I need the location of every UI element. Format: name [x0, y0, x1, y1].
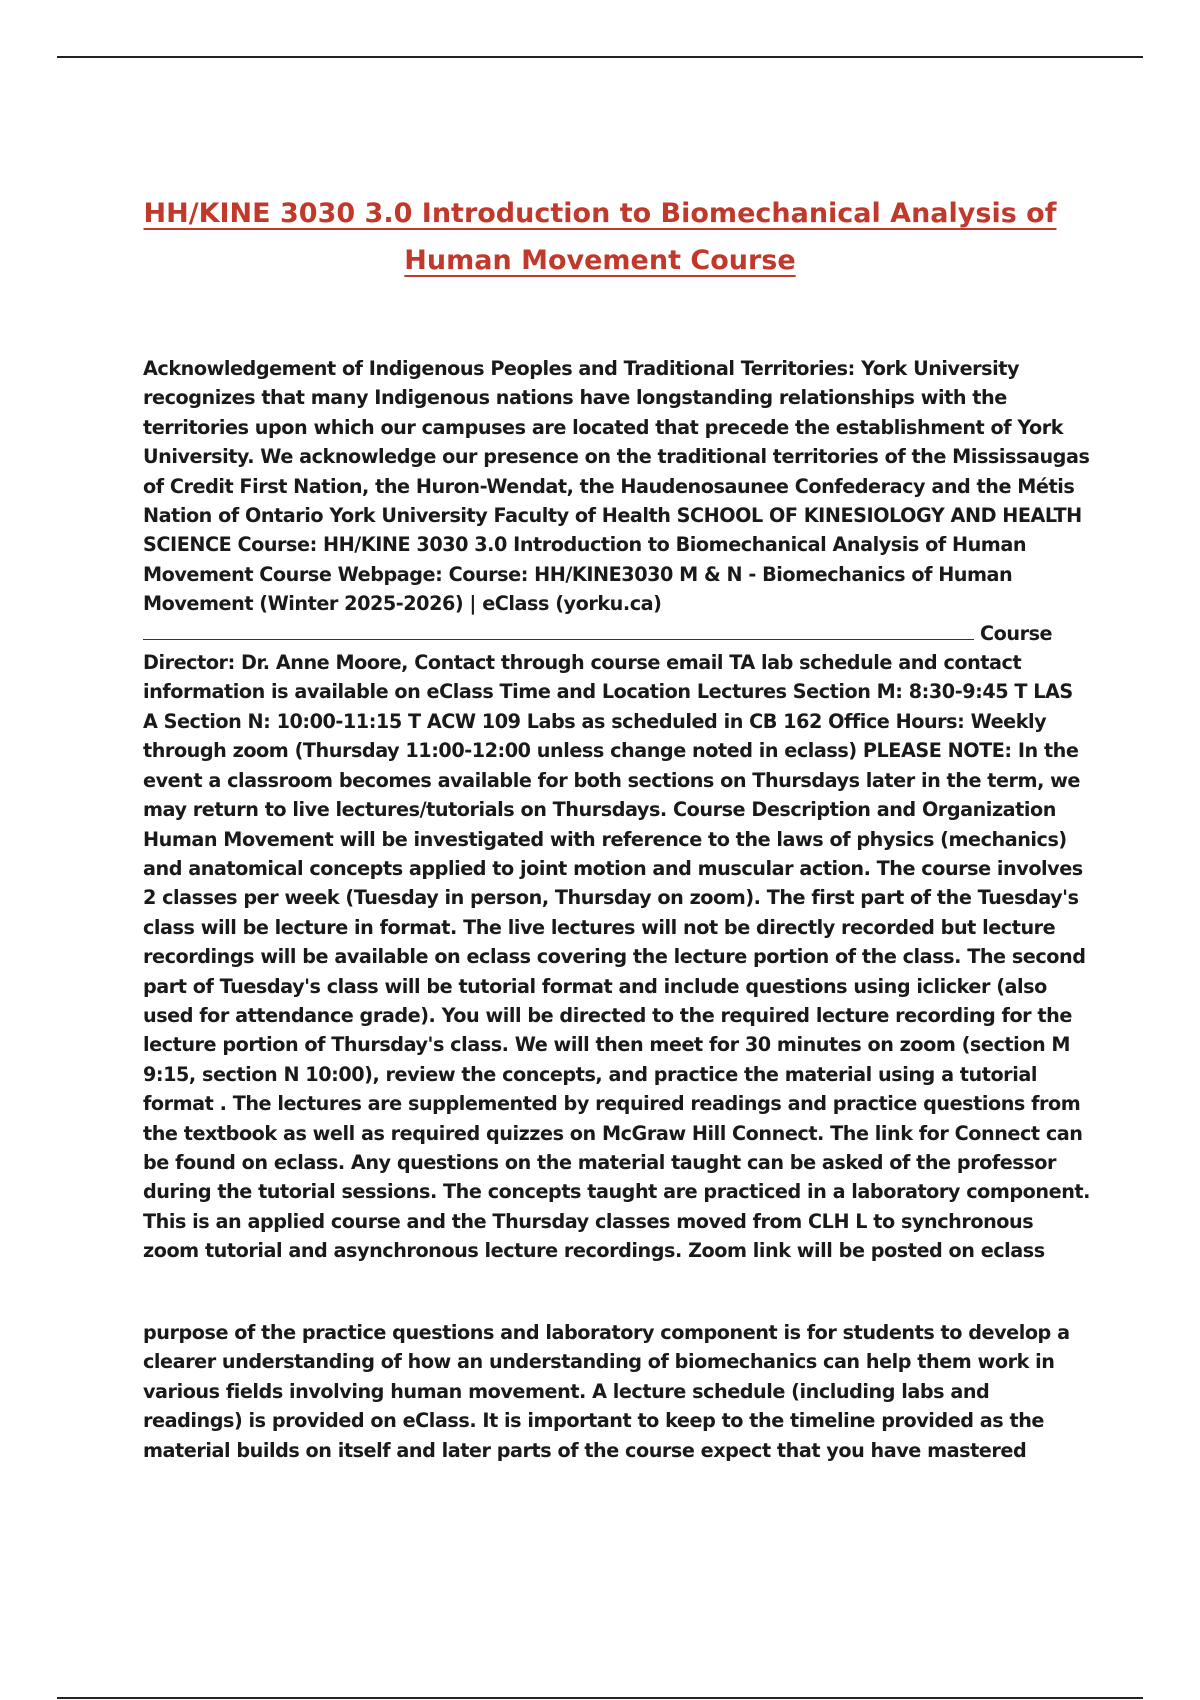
- document-title: [120, 190, 1080, 284]
- paragraph-acknowledgement-course-info: [143, 354, 1093, 1266]
- separator-line: [143, 623, 974, 640]
- top-rule: [57, 56, 1143, 58]
- paragraph-course-purpose: purpose of the practice questions and laboratory component is for students to develop a clearer understanding of how an understanding of biomechanics can help them work in various fields involving human movement. A lecture schedule (including labs and readings) is provided on eClass. It is important to keep to the timeline provided as the material builds on itself and later parts of the course expect that you have mastered: [143, 1321, 1070, 1462]
- paragraph-1-part-a: Acknowledgement of Indigenous Peoples and Traditional Territories: York University recognizes that many Indigenous nations have longstanding relationships with the territories upon which our campuses are located that precede the establishment of York University. We acknowledge our presence on the traditional territories of the Mississaugas of Credit First Nation, the Huron-Wendat, the Haudenosaunee Confederacy and the Métis Nation of Ontario York University Faculty of Health SCHOOL OF KINESIOLOGY AND HEALTH SCIENCE Course: HH/KINE 3030 3.0 Introduction to Biomechanical Analysis of Human Movement Course Webpage: Course: HH/KINE3030 M & N - Biomechanics of Human Movement (Winter 2025-2026) | eClass (yorku.ca): [143, 357, 1090, 616]
- document-title-text: HH/KINE 3030 3.0 Introduction to Biomechanical Analysis of Human Movement Course: [143, 198, 1057, 276]
- paragraph-1-part-b: Course Director: Dr. Anne Moore, Contact through course email TA lab schedule and contact information is available on eClass Time and Location Lectures Section M: 8:30-9:45 T LAS A Section N: 10:00-11:15 T ACW 109 Labs as scheduled in CB 162 Office Hours: Weekly through zoom (Thursday 11:00-12:00 unless change noted in eclass) PLEASE NOTE: In the event a classroom becomes available for both sections on Thursdays later in the term, we may return to live lectures/tutorials on Thursdays. Course Description and Organization Human Movement will be investigated with reference to the laws of physics (mechanics) and anatomical concepts applied to joint motion and muscular action. The course involves 2 classes per week (Tuesday in person, Thursday on zoom). The first part of the Tuesday's class will be lecture in format. The live lectures will not be directly recorded but lecture recordings will be available on eclass covering the lecture portion of the class. The second part of Tuesday's class will be tutorial format and include questions using iclicker (also used for attendance grade). You will be directed to the required lecture recording for the lecture portion of Thursday's class. We will then meet for 30 minutes on zoom (section M 9:15, section N 10:00), review the concepts, and practice the material using a tutorial format . The lectures are supplemented by required readings and practice questions from the textbook as well as required quizzes on McGraw Hill Connect. The link for Connect can be found on eclass. Any questions on the material taught can be asked of the professor during the tutorial sessions. The concepts taught are practiced in a laboratory component. This is an applied course and the Thursday classes moved from CLH L to synchronous zoom tutorial and asynchronous lecture recordings. Zoom link will be posted on eclass: [143, 621, 1090, 1263]
- bottom-rule: [57, 1697, 1143, 1699]
